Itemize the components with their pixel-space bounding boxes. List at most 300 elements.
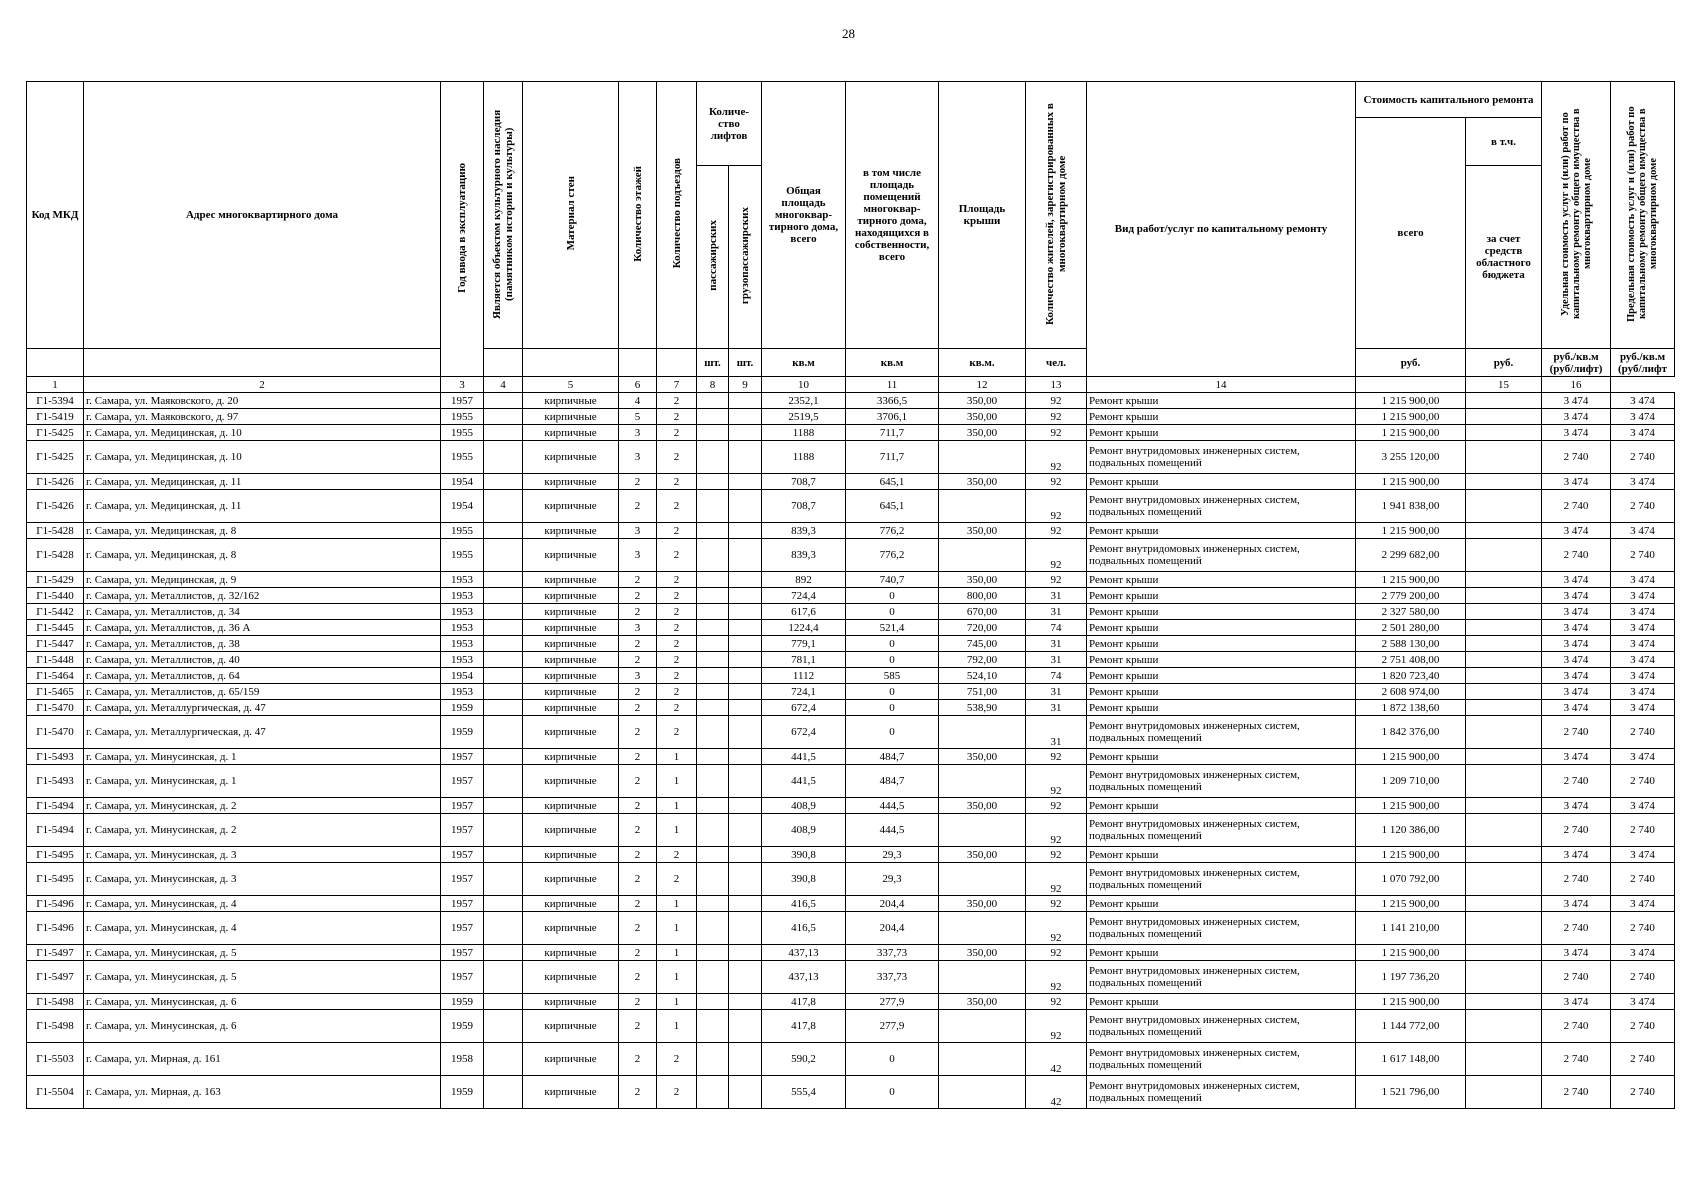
cell-year: 1957 [441,749,484,765]
header-cargo-text: грузопассажирских [739,206,751,305]
cell-owned-area: 204,4 [846,896,939,912]
cell-material: кирпичные [523,700,619,716]
cell-work-type: Ремонт крыши [1087,572,1356,588]
unit-heritage [484,349,523,377]
cell-regional [1466,896,1542,912]
cell-max-cost: 2 740 [1611,765,1675,798]
cell-roof-area: 350,00 [939,572,1026,588]
cell-owned-area: 484,7 [846,765,939,798]
cell-material: кирпичные [523,912,619,945]
cell-cargo [729,604,762,620]
cell-total-area: 437,13 [762,945,846,961]
cell-owned-area: 0 [846,684,939,700]
cell-cost-total: 1 120 386,00 [1356,814,1466,847]
col-num: 14 [1087,377,1356,393]
cell-entrances: 2 [657,523,697,539]
cell-cargo [729,994,762,1010]
cell-cost-total: 2 608 974,00 [1356,684,1466,700]
cell-entrances: 1 [657,945,697,961]
cell-work-type: Ремонт крыши [1087,896,1356,912]
cell-residents: 92 [1026,393,1087,409]
cell-year: 1957 [441,393,484,409]
cell-cost-total: 1 209 710,00 [1356,765,1466,798]
table-header [27,82,1675,393]
cell-work-type: Ремонт внутридомовых инженерных систем, подвальных помещений [1087,961,1356,994]
cell-year: 1955 [441,539,484,572]
cell-owned-area: 3366,5 [846,393,939,409]
cell-address: г. Самара, ул. Металлистов, д. 65/159 [84,684,441,700]
cell-address: г. Самара, ул. Минусинская, д. 3 [84,863,441,896]
cell-year: 1955 [441,409,484,425]
table-row [27,539,1675,572]
cell-address: г. Самара, ул. Металлистов, д. 64 [84,668,441,684]
cell-total-area: 416,5 [762,912,846,945]
cell-work-type: Ремонт внутридомовых инженерных систем, подвальных помещений [1087,539,1356,572]
col-num: 6 [619,377,657,393]
cell-owned-area: 444,5 [846,814,939,847]
header-passenger-text: пассажирских [706,220,719,291]
cell-year: 1957 [441,798,484,814]
cell-address: г. Самара, ул. Металлургическая, д. 47 [84,700,441,716]
cell-year: 1959 [441,1076,484,1109]
cell-total-area: 408,9 [762,798,846,814]
cell-regional [1466,994,1542,1010]
cell-unit-cost: 3 474 [1542,588,1611,604]
cell-cost-total: 1 617 148,00 [1356,1043,1466,1076]
cell-entrances: 1 [657,749,697,765]
cell-material: кирпичные [523,1076,619,1109]
cell-heritage [484,668,523,684]
cell-residents: 92 [1026,945,1087,961]
cell-work-type: Ремонт внутридомовых инженерных систем, подвальных помещений [1087,863,1356,896]
cell-floors: 2 [619,765,657,798]
cell-material: кирпичные [523,409,619,425]
cell-entrances: 2 [657,588,697,604]
table-row [27,847,1675,863]
cell-total-area: 1224,4 [762,620,846,636]
cell-residents: 92 [1026,814,1087,847]
cell-residents: 31 [1026,700,1087,716]
cell-passenger [697,636,729,652]
cell-code: Г1-5428 [27,539,84,572]
cell-heritage [484,652,523,668]
header-cost-group: Стоимость капитального ремонта [1356,82,1542,118]
cell-year: 1959 [441,716,484,749]
cell-code: Г1-5494 [27,814,84,847]
cell-material: кирпичные [523,1010,619,1043]
cell-owned-area: 711,7 [846,425,939,441]
unit-unit-cost: руб./кв.м (руб/лифт) [1542,349,1611,377]
cell-code: Г1-5497 [27,945,84,961]
cell-residents: 92 [1026,863,1087,896]
header-material [523,82,619,349]
cell-total-area: 555,4 [762,1076,846,1109]
cell-roof-area [939,490,1026,523]
cell-heritage [484,588,523,604]
cell-cost-total: 1 820 723,40 [1356,668,1466,684]
table-row [27,716,1675,749]
cell-address: г. Самара, ул. Мирная, д. 163 [84,1076,441,1109]
cell-cost-total: 1 215 900,00 [1356,474,1466,490]
cell-material: кирпичные [523,523,619,539]
cell-year: 1957 [441,847,484,863]
page-number: 28 [842,26,855,41]
cell-code: Г1-5426 [27,490,84,523]
cell-unit-cost: 3 474 [1542,945,1611,961]
cell-material: кирпичные [523,749,619,765]
cell-material: кирпичные [523,604,619,620]
cell-max-cost: 3 474 [1611,620,1675,636]
cell-total-area: 390,8 [762,847,846,863]
table-row [27,994,1675,1010]
cell-unit-cost: 2 740 [1542,1010,1611,1043]
cell-floors: 2 [619,1010,657,1043]
cell-residents: 92 [1026,961,1087,994]
cell-max-cost: 3 474 [1611,409,1675,425]
cell-heritage [484,798,523,814]
cell-heritage [484,700,523,716]
cell-passenger [697,393,729,409]
cell-passenger [697,716,729,749]
cell-roof-area: 350,00 [939,749,1026,765]
table-row [27,652,1675,668]
cell-passenger [697,765,729,798]
cell-work-type: Ремонт крыши [1087,700,1356,716]
cell-roof-area: 350,00 [939,393,1026,409]
cell-cargo [729,523,762,539]
cell-total-area: 708,7 [762,474,846,490]
cell-total-area: 390,8 [762,863,846,896]
cell-unit-cost: 3 474 [1542,749,1611,765]
cell-unit-cost: 3 474 [1542,652,1611,668]
cell-cost-total: 1 215 900,00 [1356,798,1466,814]
cell-passenger [697,1076,729,1109]
cell-cost-total: 1 215 900,00 [1356,896,1466,912]
cell-cargo [729,393,762,409]
cell-entrances: 1 [657,765,697,798]
cell-work-type: Ремонт внутридомовых инженерных систем, подвальных помещений [1087,1076,1356,1109]
cell-passenger [697,863,729,896]
cell-code: Г1-5503 [27,1043,84,1076]
cell-material: кирпичные [523,945,619,961]
cell-cost-total: 1 215 900,00 [1356,847,1466,863]
cell-heritage [484,1010,523,1043]
unit-total-area: кв.м [762,349,846,377]
table-body [27,393,1675,1109]
cell-address: г. Самара, ул. Медицинская, д. 9 [84,572,441,588]
cell-cargo [729,716,762,749]
cell-residents: 92 [1026,749,1087,765]
cell-total-area: 437,13 [762,961,846,994]
cell-floors: 3 [619,523,657,539]
cell-material: кирпичные [523,474,619,490]
cell-heritage [484,749,523,765]
cell-owned-area: 277,9 [846,994,939,1010]
cell-regional [1466,863,1542,896]
cell-unit-cost: 3 474 [1542,393,1611,409]
cell-passenger [697,684,729,700]
cell-unit-cost: 3 474 [1542,700,1611,716]
cell-heritage [484,474,523,490]
cell-code: Г1-5504 [27,1076,84,1109]
cell-roof-area [939,441,1026,474]
col-num: 8 [697,377,729,393]
header-owned-area: в том числе площадь помещений многоквар-тирного дома, находящихся в собственности, всего [846,82,939,349]
cell-year: 1959 [441,1010,484,1043]
unit-regional: руб. [1466,349,1542,377]
cell-cargo [729,490,762,523]
cell-cost-total: 1 144 772,00 [1356,1010,1466,1043]
cell-roof-area: 670,00 [939,604,1026,620]
cell-work-type: Ремонт крыши [1087,847,1356,863]
cell-entrances: 2 [657,652,697,668]
cell-address: г. Самара, ул. Медицинская, д. 11 [84,490,441,523]
cell-passenger [697,994,729,1010]
cell-year: 1959 [441,994,484,1010]
col-num [1356,377,1466,393]
cell-floors: 2 [619,684,657,700]
cell-year: 1953 [441,588,484,604]
unit-cargo: шт. [729,349,762,377]
unit-roof-area: кв.м. [939,349,1026,377]
cell-unit-cost: 3 474 [1542,572,1611,588]
cell-cost-total: 2 588 130,00 [1356,636,1466,652]
cell-work-type: Ремонт внутридомовых инженерных систем, подвальных помещений [1087,912,1356,945]
cell-residents: 31 [1026,604,1087,620]
col-num: 1 [27,377,84,393]
cell-year: 1955 [441,523,484,539]
cell-floors: 2 [619,847,657,863]
cell-material: кирпичные [523,814,619,847]
cell-passenger [697,490,729,523]
cell-cost-total: 2 327 580,00 [1356,604,1466,620]
cell-code: Г1-5493 [27,749,84,765]
cell-passenger [697,945,729,961]
cell-work-type: Ремонт внутридомовых инженерных систем, подвальных помещений [1087,1010,1356,1043]
cell-code: Г1-5464 [27,668,84,684]
cell-entrances: 1 [657,814,697,847]
cell-residents: 92 [1026,474,1087,490]
table-row [27,1043,1675,1076]
cell-cargo [729,572,762,588]
cell-entrances: 2 [657,441,697,474]
cell-entrances: 2 [657,668,697,684]
capital-repair-table [26,81,1675,1109]
col-num: 5 [523,377,619,393]
cell-cargo [729,1076,762,1109]
cell-roof-area [939,863,1026,896]
cell-unit-cost: 3 474 [1542,425,1611,441]
cell-roof-area: 350,00 [939,798,1026,814]
cell-regional [1466,539,1542,572]
cell-year: 1953 [441,572,484,588]
cell-entrances: 1 [657,961,697,994]
table-row [27,572,1675,588]
header-year-text: Год ввода в эксплуатацию [456,162,468,293]
cell-cargo [729,620,762,636]
cell-max-cost: 2 740 [1611,1010,1675,1043]
cell-regional [1466,798,1542,814]
cell-entrances: 2 [657,636,697,652]
cell-unit-cost: 2 740 [1542,1076,1611,1109]
cell-total-area: 779,1 [762,636,846,652]
cell-residents: 92 [1026,441,1087,474]
cell-floors: 2 [619,1076,657,1109]
header-floors-text: Количество этажей [631,165,644,262]
cell-roof-area: 538,90 [939,700,1026,716]
cell-passenger [697,652,729,668]
col-num: 9 [729,377,762,393]
cell-material: кирпичные [523,863,619,896]
cell-cargo [729,588,762,604]
cell-residents: 74 [1026,620,1087,636]
cell-year: 1957 [441,814,484,847]
cell-cargo [729,896,762,912]
table-row [27,896,1675,912]
cell-passenger [697,409,729,425]
cell-year: 1955 [441,441,484,474]
table-row [27,588,1675,604]
cell-floors: 2 [619,716,657,749]
cell-passenger [697,425,729,441]
cell-roof-area: 751,00 [939,684,1026,700]
unit-material [523,349,619,377]
cell-floors: 2 [619,588,657,604]
cell-floors: 4 [619,393,657,409]
cell-work-type: Ремонт крыши [1087,604,1356,620]
cell-address: г. Самара, ул. Минусинская, д. 2 [84,798,441,814]
cell-roof-area: 800,00 [939,588,1026,604]
cell-floors: 2 [619,700,657,716]
cell-cargo [729,961,762,994]
cell-max-cost: 3 474 [1611,588,1675,604]
cell-total-area: 1188 [762,441,846,474]
cell-roof-area: 350,00 [939,425,1026,441]
cell-passenger [697,798,729,814]
cell-roof-area [939,961,1026,994]
header-residents [1026,82,1087,349]
cell-max-cost: 3 474 [1611,700,1675,716]
header-entrances-text: Количество подъездов [670,158,683,269]
cell-heritage [484,539,523,572]
cell-passenger [697,474,729,490]
cell-unit-cost: 2 740 [1542,716,1611,749]
cell-heritage [484,620,523,636]
cell-max-cost: 3 474 [1611,572,1675,588]
cell-total-area: 724,4 [762,588,846,604]
cell-max-cost: 3 474 [1611,523,1675,539]
cell-max-cost: 2 740 [1611,441,1675,474]
header-max-cost [1611,82,1675,349]
cell-floors: 2 [619,572,657,588]
cell-roof-area: 350,00 [939,896,1026,912]
cell-cargo [729,700,762,716]
cell-regional [1466,636,1542,652]
cell-max-cost: 3 474 [1611,798,1675,814]
col-num: 7 [657,377,697,393]
col-num: 16 [1542,377,1611,393]
cell-residents: 92 [1026,1010,1087,1043]
cell-entrances: 2 [657,620,697,636]
cell-heritage [484,912,523,945]
cell-code: Г1-5440 [27,588,84,604]
table-row [27,798,1675,814]
table-row [27,700,1675,716]
table-row [27,490,1675,523]
table-row [27,912,1675,945]
cell-total-area: 708,7 [762,490,846,523]
cell-total-area: 839,3 [762,539,846,572]
cell-regional [1466,523,1542,539]
cell-heritage [484,425,523,441]
cell-residents: 92 [1026,523,1087,539]
cell-cargo [729,636,762,652]
cell-regional [1466,652,1542,668]
cell-passenger [697,539,729,572]
cell-floors: 3 [619,620,657,636]
cell-floors: 2 [619,994,657,1010]
cell-floors: 2 [619,798,657,814]
cell-max-cost: 3 474 [1611,896,1675,912]
cell-max-cost: 3 474 [1611,994,1675,1010]
cell-material: кирпичные [523,716,619,749]
cell-passenger [697,588,729,604]
cell-floors: 2 [619,814,657,847]
cell-unit-cost: 2 740 [1542,863,1611,896]
cell-material: кирпичные [523,425,619,441]
cell-passenger [697,961,729,994]
cell-code: Г1-5442 [27,604,84,620]
cell-max-cost: 3 474 [1611,847,1675,863]
header-address: Адрес многоквартирного дома [84,82,441,349]
cell-roof-area: 792,00 [939,652,1026,668]
cell-roof-area: 720,00 [939,620,1026,636]
cell-code: Г1-5445 [27,620,84,636]
cell-code: Г1-5470 [27,700,84,716]
cell-floors: 2 [619,652,657,668]
cell-passenger [697,668,729,684]
cell-regional [1466,425,1542,441]
cell-address: г. Самара, ул. Металлистов, д. 34 [84,604,441,620]
cell-total-area: 416,5 [762,896,846,912]
cell-year: 1953 [441,604,484,620]
cell-total-area: 672,4 [762,716,846,749]
table-row [27,749,1675,765]
cell-passenger [697,604,729,620]
cell-cost-total: 1 070 792,00 [1356,863,1466,896]
cell-cargo [729,765,762,798]
cell-regional [1466,814,1542,847]
cell-entrances: 1 [657,1010,697,1043]
cell-floors: 2 [619,896,657,912]
cell-code: Г1-5497 [27,961,84,994]
cell-owned-area: 645,1 [846,490,939,523]
cell-regional [1466,474,1542,490]
table-row [27,636,1675,652]
cell-regional [1466,604,1542,620]
cell-owned-area: 740,7 [846,572,939,588]
cell-regional [1466,441,1542,474]
cell-owned-area: 0 [846,652,939,668]
cell-residents: 92 [1026,409,1087,425]
cell-cost-total: 3 255 120,00 [1356,441,1466,474]
cell-owned-area: 337,73 [846,945,939,961]
table-row [27,961,1675,994]
cell-unit-cost: 2 740 [1542,441,1611,474]
cell-entrances: 1 [657,798,697,814]
cell-entrances: 2 [657,393,697,409]
cell-entrances: 1 [657,912,697,945]
